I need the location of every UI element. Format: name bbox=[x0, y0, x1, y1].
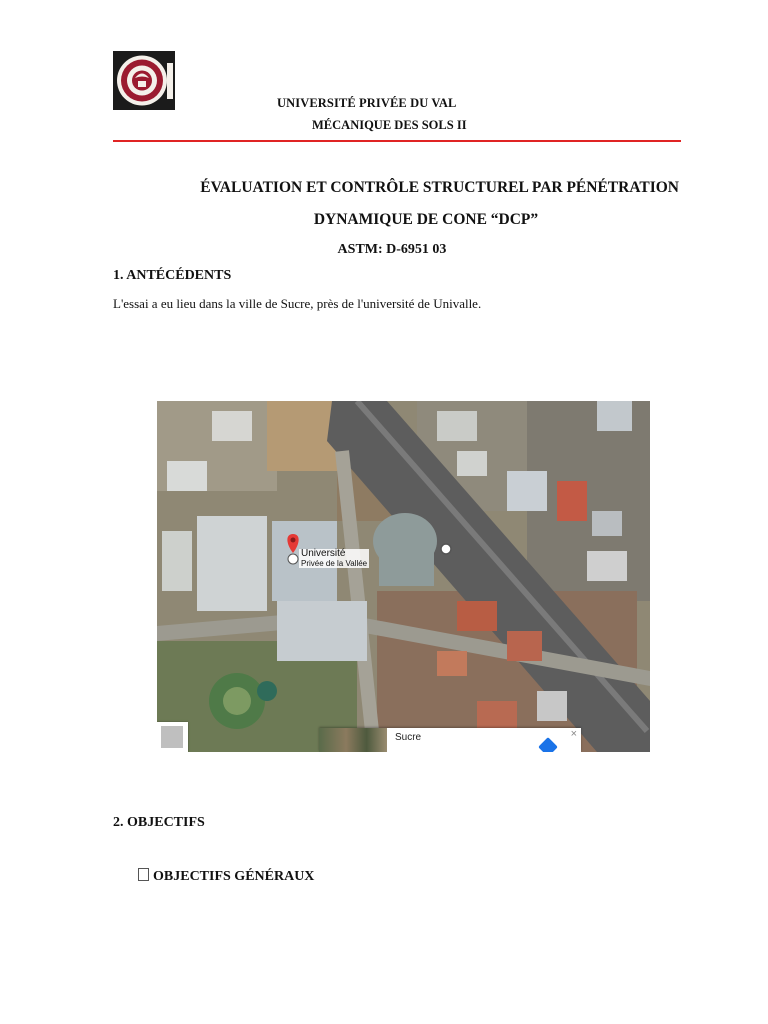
antecedents-paragraph: L'essai a eu lieu dans la ville de Sucre, près de l'université de Univalle. bbox=[113, 296, 482, 311]
course-name: MÉCANIQUE DES SOLS II bbox=[312, 118, 467, 132]
info-card-title: Sucre bbox=[395, 732, 422, 743]
header-divider bbox=[113, 140, 681, 142]
checkbox-glyph-icon bbox=[138, 868, 149, 881]
satellite-imagery bbox=[157, 401, 650, 752]
satellite-map[interactable] bbox=[157, 401, 650, 752]
section-heading-objectifs: 2. OBJECTIFS bbox=[113, 815, 205, 830]
astm-standard: ASTM: D-6951 03 bbox=[337, 242, 447, 257]
map-street-view-control[interactable] bbox=[157, 722, 188, 752]
map-pin-label-line-1: Université bbox=[301, 548, 346, 559]
map-info-card[interactable] bbox=[319, 728, 581, 752]
close-icon[interactable]: × bbox=[570, 728, 577, 740]
map-pin-label-line-2: Privée de la Vallée bbox=[301, 559, 368, 568]
subsection-objectifs-generaux bbox=[138, 868, 314, 885]
document-title-line-1: ÉVALUATION ET CONTRÔLE STRUCTUREL PAR PÉNÉTRATION bbox=[200, 179, 679, 196]
directions-icon[interactable] bbox=[538, 737, 558, 752]
place-thumbnail[interactable] bbox=[319, 728, 387, 752]
subsection-label: OBJECTIFS GÉNÉRAUX bbox=[153, 869, 315, 884]
section-heading-antecedents: 1. ANTÉCÉDENTS bbox=[113, 268, 232, 283]
university-logo bbox=[113, 51, 175, 110]
document-title-line-2: DYNAMIQUE DE CONE “DCP” bbox=[313, 211, 539, 228]
map-pin-label[interactable] bbox=[299, 549, 369, 568]
university-name: UNIVERSITÉ PRIVÉE DU VAL bbox=[277, 96, 457, 110]
